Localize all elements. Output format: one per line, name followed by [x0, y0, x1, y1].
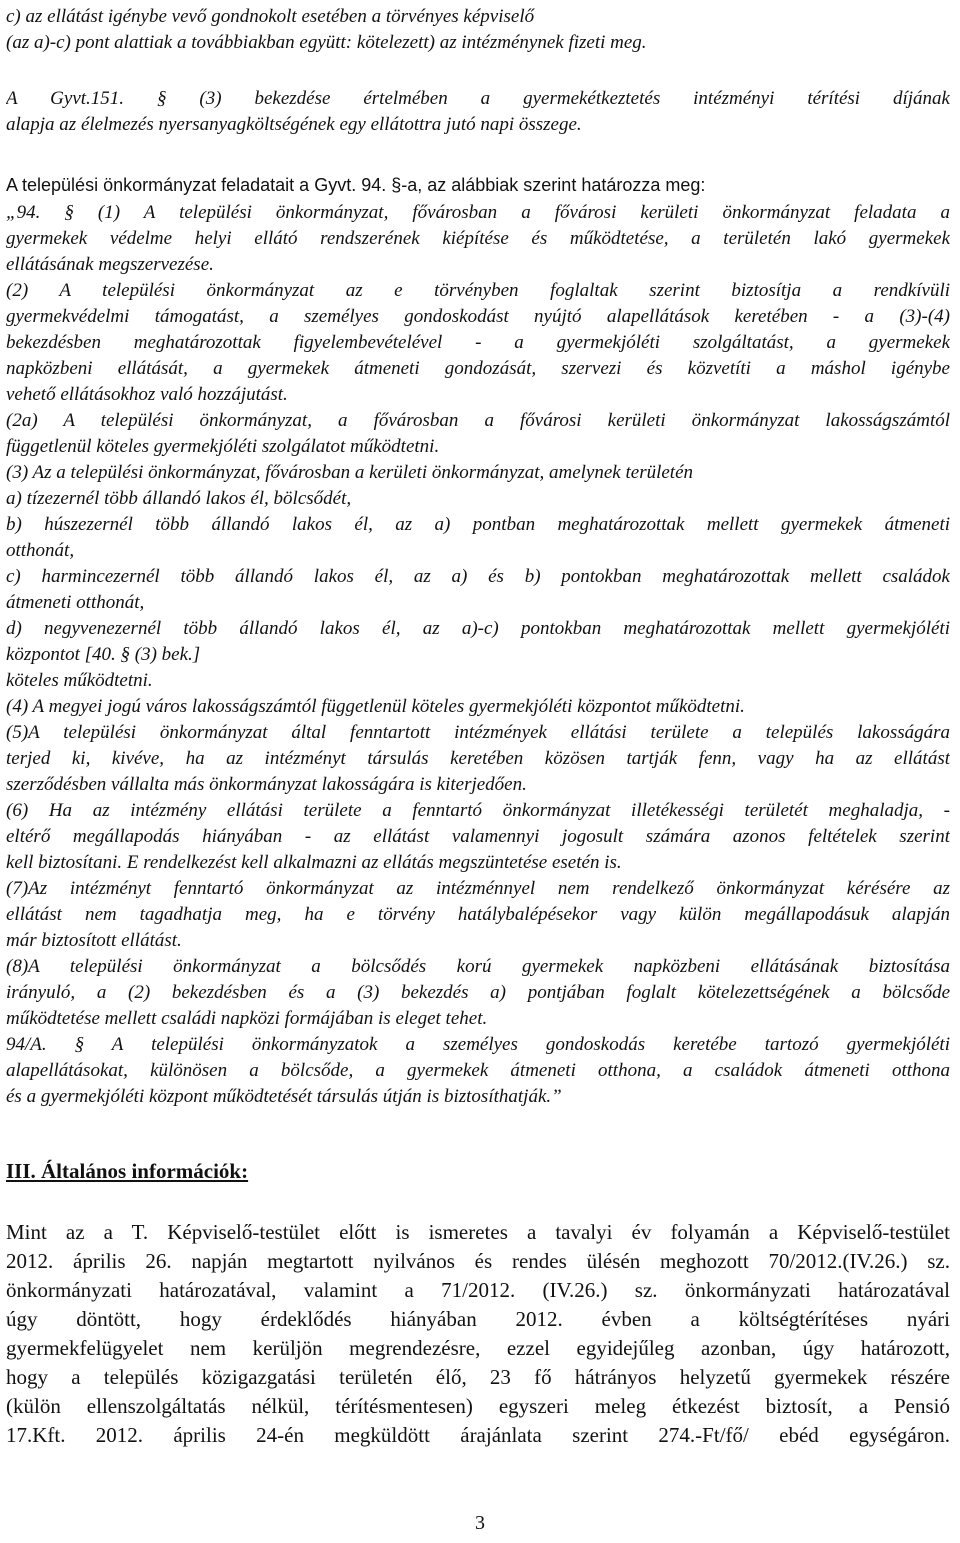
text-line: (8)A települési önkormányzat a bölcsődés korú gyermekek napközbeni ellátásának biztosítása [6, 956, 950, 977]
text-line: gyermekvédelmi támogatást, a személyes gondoskodást nyújtó alapellátások keretében - a (3)-(4) [6, 306, 950, 327]
text-line: ellátást nem tagadhatja meg, ha e törvény hatálybalépésekor vagy külön megállapodásuk alapján [6, 904, 950, 925]
text-line: (6) Ha az intézmény ellátási területe a fenntartó önkormányzat illetékességi területét meghaladja, - [6, 800, 950, 821]
text-line: alapja az élelmezés nyersanyagköltségének egy ellátottra jutó napi összege. [6, 114, 582, 135]
text-line: c) az ellátást igénybe vevő gondnokolt esetében a törvényes képviselő [6, 6, 535, 27]
text-line: (külön ellenszolgáltatás nélkül, térítésmentesen) egyszeri meleg étkezést biztosít, a Pensió [6, 1394, 950, 1418]
text-line: és a gyermekjóléti központ működtetését társulás útján is biztosíthatják.” [6, 1086, 562, 1107]
text-line: úgy döntött, hogy érdeklődés hiányában 2012. évben a költségtérítéses nyári [6, 1307, 950, 1331]
text-line: b) húszezernél több állandó lakos él, az a) pontban meghatározottak mellett gyermekek átmeneti [6, 514, 950, 535]
text-line: vehető ellátásokhoz való hozzájutást. [6, 384, 288, 405]
text-line: már biztosított ellátást. [6, 930, 182, 951]
text-line: (az a)-c) pont alattiak a továbbiakban együtt: kötelezett) az intézménynek fizeti meg. [6, 32, 647, 53]
text-line: napközbeni ellátását, a gyermekek átmeneti gondozását, szervezi és közvetíti a máshol igénybe [6, 358, 950, 379]
text-line: (2a) A települési önkormányzat, a fővárosban a fővárosi kerületi önkormányzat lakosságszámtól [6, 410, 950, 431]
law-citation [6, 200, 950, 1110]
text-line: alapellátásokat, különösen a bölcsőde, a gyermekek átmeneti otthona, a családok átmeneti otthona [6, 1060, 950, 1081]
text-line: otthonát, [6, 540, 75, 561]
text-line: (3) Az a települési önkormányzat, fővárosban a kerületi önkormányzat, amelynek területén [6, 462, 694, 483]
text-line: hogy a település közigazgatási területén élő, 23 fő hátrányos helyzetű gyermekek részére [6, 1365, 950, 1389]
text-line: 2012. április 26. napján megtartott nyilvános és rendes ülésén meghozott 70/2012.(IV.26.) sz. [6, 1249, 950, 1273]
text-line: önkormányzati határozatával, valamint a 71/2012. (IV.26.) sz. önkormányzati határozatával [6, 1278, 950, 1302]
text-line: irányuló, a (2) bekezdésben és a (3) bekezdés a) pontjában foglalt kötelezettségének a bölcsőde [6, 982, 950, 1003]
text-line: központot [40. § (3) bek.] [6, 644, 201, 665]
intro-line: A települési önkormányzat feladatait a Gyvt. 94. §-a, az alábbiak szerint határozza meg: [6, 175, 706, 195]
section-heading-block [6, 1158, 950, 1184]
text-line: (2) A települési önkormányzat az e törvényben foglaltak szerint biztosítja a rendkívüli [6, 280, 950, 301]
body-paragraph [6, 1218, 950, 1450]
text-line: eltérő megállapodás hiányában - az ellátást valamennyi jogosult számára azonos feltételek szerint [6, 826, 950, 847]
text-line: „94. § (1) A települési önkormányzat, fővárosban a fővárosi kerületi önkormányzat feladata a [6, 202, 950, 223]
intro-paragraph [6, 172, 950, 198]
text-line: ellátásának megszervezése. [6, 254, 214, 275]
text-line: bekezdésben meghatározottak figyelembevételével - a gyermekjóléti szolgáltatást, a gyermekek [6, 332, 950, 353]
text-line: d) negyvenezernél több állandó lakos él, az a)-c) pontokban meghatározottak mellett gyermekjóléti [6, 618, 950, 639]
text-line: (4) A megyei jogú város lakosságszámtól függetlenül köteles gyermekjóléti központot működtetni. [6, 696, 745, 717]
text-line: Mint az a T. Képviselő-testület előtt is ismeretes a tavalyi év folyamán a Képviselő-testület [6, 1220, 950, 1244]
section-heading: III. Általános információk: [6, 1159, 249, 1183]
text-line: (5)A települési önkormányzat által fenntartott intézmények ellátási területe a település lakosságára [6, 722, 950, 743]
text-line: A Gyvt.151. § (3) bekezdése értelmében a gyermekétkeztetés intézményi térítési díjának [6, 88, 950, 109]
text-line: átmeneti otthonát, [6, 592, 145, 613]
page-number: 3 [475, 1512, 485, 1534]
text-line: 17.Kft. 2012. április 24-én megküldött árajánlata szerint 274.-Ft/fő/ ebéd egységáron. [6, 1423, 950, 1447]
top-paragraph [6, 4, 950, 56]
text-line: terjed ki, kivéve, ha az intézményt társulás keretében közösen tartják fenn, vagy ha az ellátást [6, 748, 950, 769]
text-line: gyermekek védelme helyi ellátó rendszerének kiépítése és működtetése, a területén lakó gyermekek [6, 228, 950, 249]
text-line: a) tízezernél több állandó lakos él, bölcsődét, [6, 488, 352, 509]
text-line: kell biztosítani. E rendelkezést kell alkalmazni az ellátás megszüntetése esetén is. [6, 852, 622, 873]
text-line: c) harmincezernél több állandó lakos él, az a) és b) pontokban meghatározottak mellett családok [6, 566, 950, 587]
text-line: köteles működtetni. [6, 670, 153, 691]
text-line: működtetése mellett családi napközi formájában is eleget tehet. [6, 1008, 488, 1029]
text-line: függetlenül köteles gyermekjóléti szolgálatot működtetni. [6, 436, 440, 457]
text-line: (7)Az intézményt fenntartó önkormányzat az intézménnyel nem rendelkező önkormányzat kérésére az [6, 878, 950, 899]
text-line: 94/A. § A települési önkormányzatok a személyes gondoskodás keretébe tartozó gyermekjóléti [6, 1034, 950, 1055]
gyvt-151-paragraph [6, 86, 950, 138]
text-line: szerződésben vállalta más önkormányzat lakosságára is kiterjedően. [6, 774, 527, 795]
text-line: gyermekfelügyelet nem kerüljön megrendezésre, ezzel egyidejűleg azonban, úgy határozott, [6, 1336, 950, 1360]
